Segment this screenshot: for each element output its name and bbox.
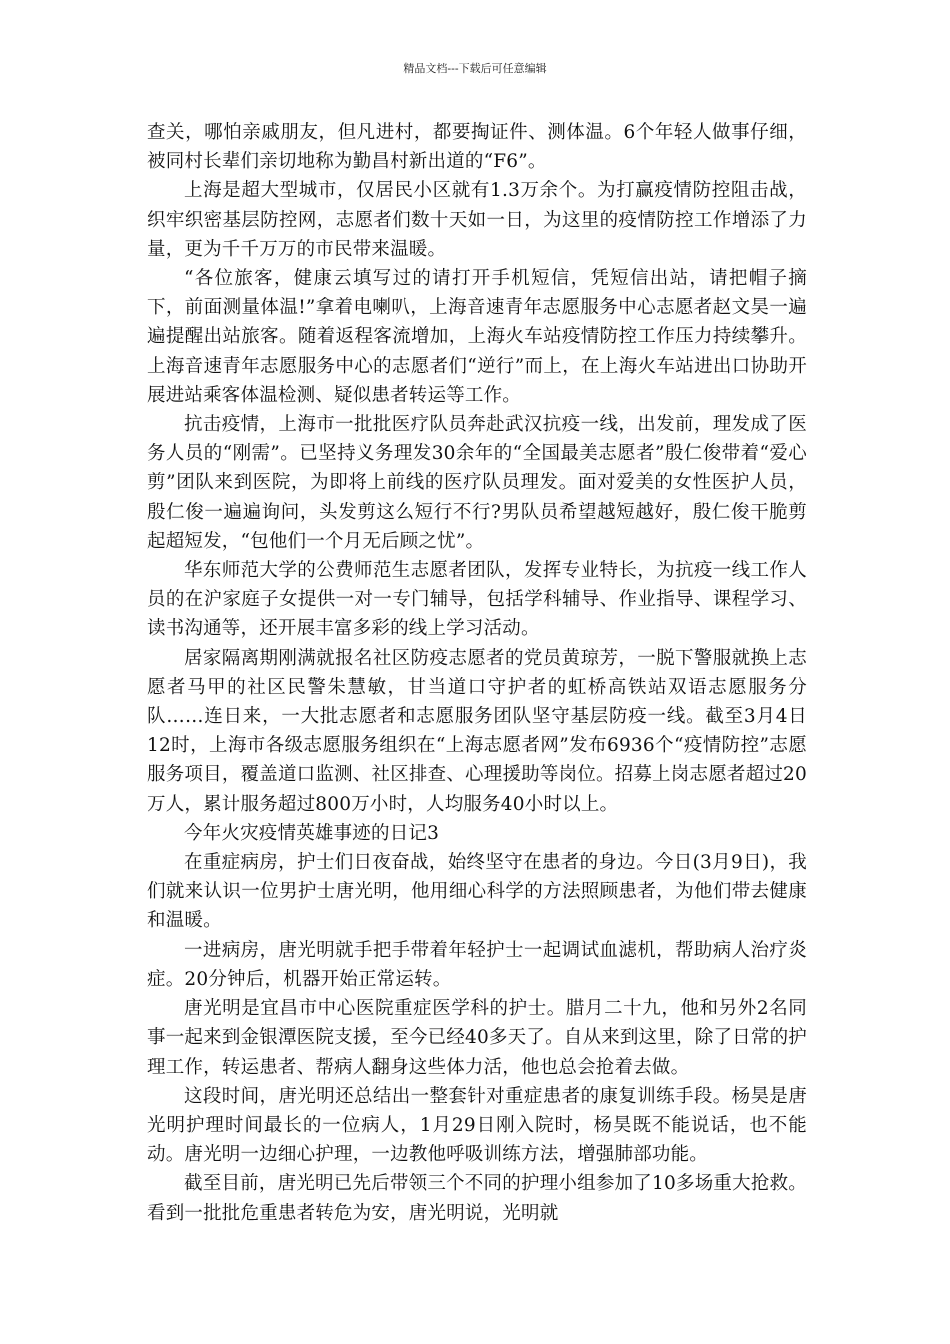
paragraph: 这段时间，唐光明还总结出一整套针对重症患者的康复训练手段。杨昊是唐光明护理时间最长的一位病人，1月29日刚入院时，杨昊既不能说话，也不能动。唐光明一边细心护理，一边教他呼吸训练方法，增强肺部功能。: [147, 1085, 807, 1166]
paragraph: 抗击疫情，上海市一批批医疗队员奔赴武汉抗疫一线，出发前，理发成了医务人员的“刚需”。已坚持义务理发30余年的“全国最美志愿者”殷仁俊带着“爱心剪”团队来到医院，为即将上前线的医疗队员理发。面对爱美的女性医护人员，殷仁俊一遍遍询问，头发剪这么短行不行?男队员希望越短越好，殷仁俊干脆剪起超短发，“包他们一个月无后顾之忧”。: [147, 414, 807, 552]
paragraph: 唐光明是宜昌市中心医院重症医学科的护士。腊月二十九，他和另外2名同事一起来到金银潭医院支援，至今已经40多天了。自从来到这里，除了日常的护理工作，转运患者、帮病人翻身这些体力活，他也总会抢着去做。: [147, 998, 807, 1078]
paragraph: “各位旅客，健康云填写过的请打开手机短信，凭短信出站，请把帽子摘下，前面测量体温!”拿着电喇叭，上海音速青年志愿服务中心志愿者赵文昊一遍遍提醒出站旅客。随着返程客流增加，上海火车站疫情防控工作压力持续攀升。上海音速青年志愿服务中心的志愿者们“逆行”而上，在上海火车站进出口协助开展进站乘客体温检测、疑似患者转运等工作。: [147, 268, 807, 406]
paragraph: 上海是超大型城市，仅居民小区就有1.3万余个。为打赢疫情防控阻击战，织牢织密基层防控网，志愿者们数十天如一日，为这里的疫情防控工作增添了力量，更为千千万万的市民带来温暖。: [147, 180, 807, 260]
page-header: 精品文档---下载后可任意编辑: [403, 62, 547, 75]
paragraph: 截至目前，唐光明已先后带领三个不同的护理小组参加了10多场重大抢救。看到一批批危重患者转危为安，唐光明说，光明就: [147, 1173, 807, 1224]
paragraph: 查关，哪怕亲戚朋友，但凡进村，都要掏证件、测体温。6个年轻人做事仔细，被同村长辈们亲切地称为勤昌村新出道的“F6”。: [147, 122, 807, 173]
section-heading: 今年火灾疫情英雄事迹的日记3: [184, 822, 440, 844]
paragraph: 华东师范大学的公费师范生志愿者团队，发挥专业特长，为抗疫一线工作人员的在沪家庭子女提供一对一专门辅导，包括学科辅导、作业指导、课程学习、读书沟通等，还开展丰富多彩的线上学习活动。: [147, 560, 807, 640]
paragraph: 一进病房，唐光明就手把手带着年轻护士一起调试血滤机，帮助病人治疗炎症。20分钟后，机器开始正常运转。: [147, 939, 807, 990]
paragraph: 在重症病房，护士们日夜奋战，始终坚守在患者的身边。今日(3月9日)，我们就来认识一位男护士唐光明，他用细心科学的方法照顾患者，为他们带去健康和温暖。: [147, 852, 807, 932]
document-body: [147, 118, 807, 1228]
paragraph: 居家隔离期刚满就报名社区防疫志愿者的党员黄琼芳，一脱下警服就换上志愿者马甲的社区民警朱慧敏，甘当道口守护者的虹桥高铁站双语志愿服务分队……连日来，一大批志愿者和志愿服务团队坚守基层防疫一线。截至3月4日12时，上海市各级志愿服务组织在“上海志愿者网”发布6936个“疫情防控”志愿服务项目，覆盖道口监测、社区排查、心理援助等岗位。招募上岗志愿者超过20万人，累计服务超过800万小时，人均服务40小时以上。: [147, 647, 807, 815]
